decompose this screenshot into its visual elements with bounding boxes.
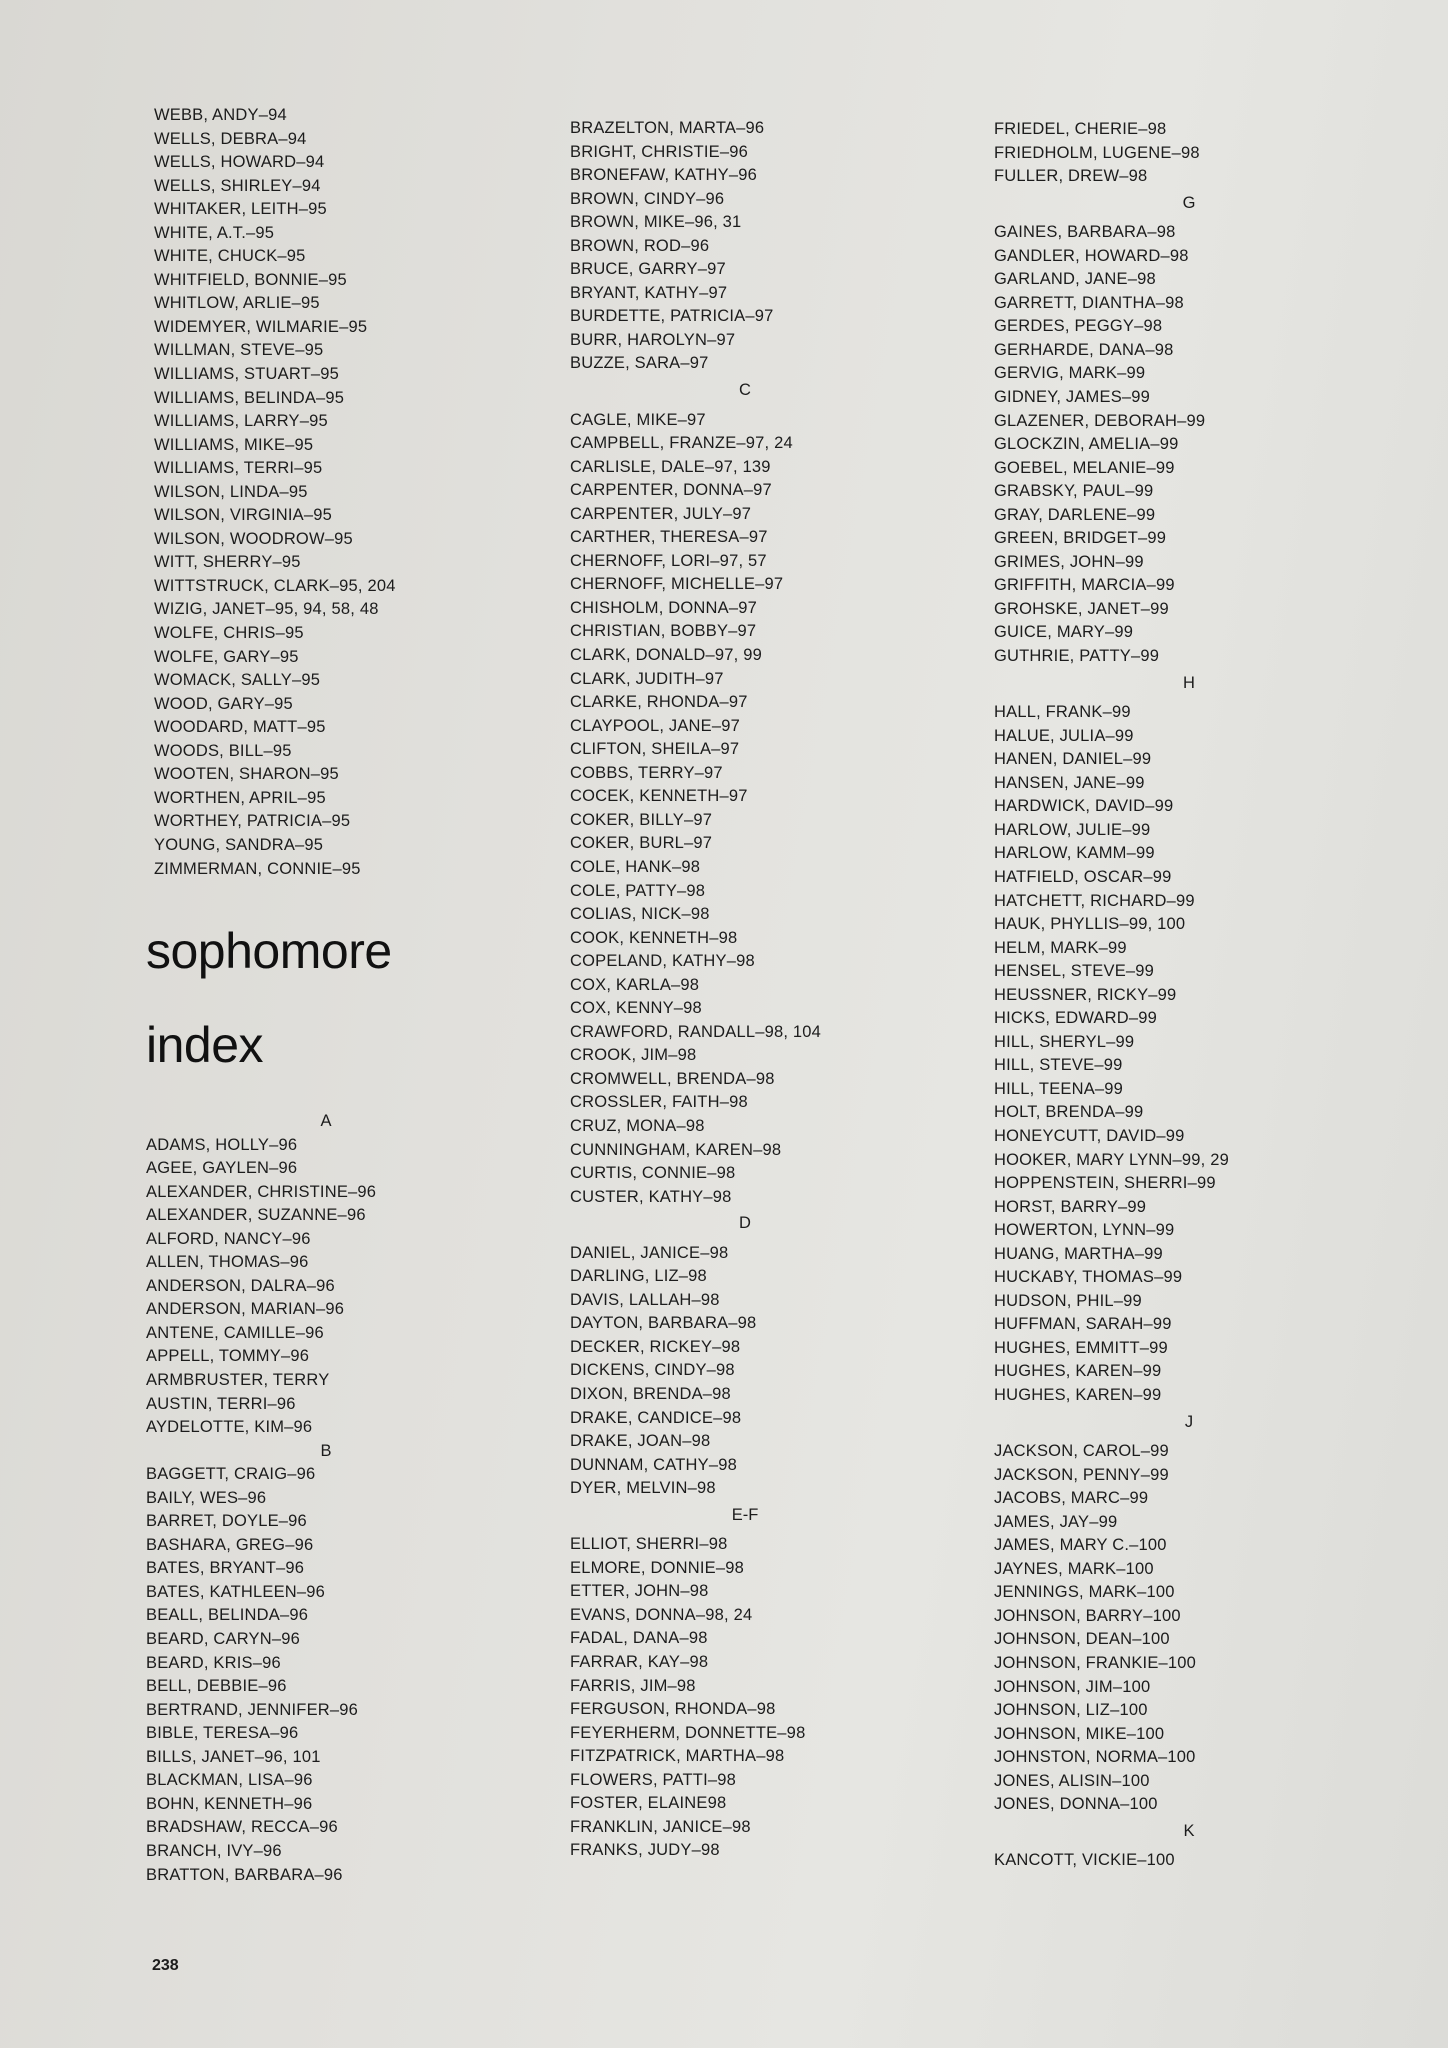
page-number: 238 bbox=[152, 1957, 179, 1974]
index-entry: JAYNES, MARK–100 bbox=[994, 1559, 1154, 1578]
letter-divider: G bbox=[1182, 193, 1196, 212]
index-entry: AYDELOTTE, KIM–96 bbox=[146, 1418, 313, 1437]
index-entry: GRIFFITH, MARCIA–99 bbox=[994, 576, 1175, 595]
index-entry: GARRETT, DIANTHA–98 bbox=[994, 293, 1184, 312]
index-entry: BURDETTE, PATRICIA–97 bbox=[570, 307, 774, 326]
index-entry: WIZIG, JANET–95, 94, 58, 48 bbox=[154, 600, 379, 619]
index-entry: CHERNOFF, LORI–97, 57 bbox=[570, 551, 767, 570]
index-entry: HELM, MARK–99 bbox=[994, 938, 1127, 957]
index-entry: COKER, BILLY–97 bbox=[570, 810, 713, 829]
index-entry: WILSON, WOODROW–95 bbox=[154, 529, 353, 548]
index-entry: HONEYCUTT, DAVID–99 bbox=[994, 1126, 1185, 1145]
index-entry: HOOKER, MARY LYNN–99, 29 bbox=[994, 1150, 1229, 1169]
index-entry: DUNNAM, CATHY–98 bbox=[570, 1455, 738, 1474]
index-entry: HALL, FRANK–99 bbox=[994, 703, 1131, 722]
index-entry: ARMBRUSTER, TERRY bbox=[146, 1371, 330, 1390]
index-entry: APPELL, TOMMY–96 bbox=[146, 1347, 310, 1366]
index-entry: WOOD, GARY–95 bbox=[154, 694, 293, 713]
index-entry: HATCHETT, RICHARD–99 bbox=[994, 891, 1195, 910]
index-entry: FRIEDEL, CHERIE–98 bbox=[994, 120, 1167, 138]
index-entry: HUGHES, KAREN–99 bbox=[994, 1385, 1162, 1404]
index-entry: JOHNSON, MIKE–100 bbox=[994, 1724, 1165, 1743]
index-entry: WELLS, HOWARD–94 bbox=[154, 153, 325, 172]
index-entry: ALEXANDER, SUZANNE–96 bbox=[146, 1206, 366, 1225]
index-entry: HILL, SHERYL–99 bbox=[994, 1032, 1135, 1051]
index-entry: WOLFE, CHRIS–95 bbox=[154, 624, 304, 643]
index-entry: COKER, BURL–97 bbox=[570, 834, 713, 853]
index-entry: HARLOW, JULIE–99 bbox=[994, 820, 1151, 839]
index-entry: BILLS, JANET–96, 101 bbox=[146, 1747, 321, 1766]
index-entry: DECKER, RICKEY–98 bbox=[570, 1337, 741, 1356]
index-entry: HUGHES, EMMITT–99 bbox=[994, 1338, 1168, 1357]
index-entry: ALEXANDER, CHRISTINE–96 bbox=[146, 1182, 377, 1201]
letter-divider: E-F bbox=[731, 1505, 759, 1524]
index-entry: WORTHEN, APRIL–95 bbox=[154, 788, 326, 807]
index-entry: CHISHOLM, DONNA–97 bbox=[570, 598, 757, 617]
index-entry: HENSEL, STEVE–99 bbox=[994, 962, 1155, 981]
index-entry: DAYTON, BARBARA–98 bbox=[570, 1314, 757, 1333]
index-entry: DRAKE, CANDICE–98 bbox=[570, 1408, 742, 1427]
index-entry: GLAZENER, DEBORAH–99 bbox=[994, 411, 1206, 430]
index-entry: WHITE, CHUCK–95 bbox=[154, 247, 306, 266]
index-entry: BLACKMAN, LISA–96 bbox=[146, 1771, 313, 1790]
index-entry: GARLAND, JANE–98 bbox=[994, 270, 1156, 289]
index-entry: WILLIAMS, TERRI–95 bbox=[154, 459, 323, 478]
index-entry: BEARD, CARYN–96 bbox=[146, 1630, 301, 1649]
index-entry: JOHNSON, JIM–100 bbox=[994, 1677, 1151, 1696]
section-heading-line2: index bbox=[146, 1017, 264, 1073]
index-column-3 bbox=[994, 118, 1374, 1873]
index-entry: HUCKABY, THOMAS–99 bbox=[994, 1268, 1183, 1287]
index-entry: ALLEN, THOMAS–96 bbox=[146, 1253, 309, 1272]
index-entry: HUFFMAN, SARAH–99 bbox=[994, 1315, 1172, 1334]
index-entry: JOHNSON, FRANKIE–100 bbox=[994, 1654, 1197, 1672]
index-entry: GANDLER, HOWARD–98 bbox=[994, 246, 1189, 265]
index-entry: BASHARA, GREG–96 bbox=[146, 1535, 314, 1554]
index-entry: HICKS, EDWARD–99 bbox=[994, 1009, 1158, 1028]
index-entry: GOEBEL, MELANIE–99 bbox=[994, 458, 1175, 477]
index-entry: WHITLOW, ARLIE–95 bbox=[154, 294, 320, 313]
index-entry: CURTIS, CONNIE–98 bbox=[570, 1164, 736, 1183]
index-entry: GERHARDE, DANA–98 bbox=[994, 340, 1174, 359]
index-entry: WITTSTRUCK, CLARK–95, 204 bbox=[154, 576, 396, 595]
index-entry: HANSEN, JANE–99 bbox=[994, 773, 1145, 792]
index-entry: WHITAKER, LEITH–95 bbox=[154, 200, 327, 219]
index-entry: WOOTEN, SHARON–95 bbox=[154, 765, 339, 784]
index-entry: BELL, DEBBIE–96 bbox=[146, 1677, 287, 1696]
index-entry: JAMES, MARY C.–100 bbox=[994, 1536, 1167, 1555]
index-entry: GRAY, DARLENE–99 bbox=[994, 505, 1156, 524]
index-entry: JOHNSON, LIZ–100 bbox=[994, 1701, 1148, 1720]
index-entry: FRIEDHOLM, LUGENE–98 bbox=[994, 143, 1200, 162]
index-entry: JONES, ALISIN–100 bbox=[994, 1771, 1150, 1790]
index-entry: DICKENS, CINDY–98 bbox=[570, 1361, 735, 1380]
index-entry: CHRISTIAN, BOBBY–97 bbox=[570, 622, 757, 641]
index-entry: BROWN, MIKE–96, 31 bbox=[570, 213, 742, 232]
index-entry: GRABSKY, PAUL–99 bbox=[994, 482, 1154, 501]
index-entry: BOHN, KENNETH–96 bbox=[146, 1794, 313, 1813]
index-entry: HALUE, JULIA–99 bbox=[994, 726, 1134, 745]
index-entry: COBBS, TERRY–97 bbox=[570, 763, 723, 782]
index-entry: WILSON, VIRGINIA–95 bbox=[154, 506, 333, 525]
index-entry: GROHSKE, JANET–99 bbox=[994, 599, 1169, 618]
index-entry: ETTER, JOHN–98 bbox=[570, 1582, 709, 1601]
index-entry: BIBLE, TERESA–96 bbox=[146, 1724, 299, 1743]
letter-divider: H bbox=[1183, 673, 1195, 692]
index-entry: GUICE, MARY–99 bbox=[994, 623, 1134, 642]
index-entry: CHERNOFF, MICHELLE–97 bbox=[570, 575, 784, 594]
index-entry: BRAZELTON, MARTA–96 bbox=[570, 119, 765, 137]
index-entry: CRAWFORD, RANDALL–98, 104 bbox=[570, 1022, 822, 1041]
index-entry: GAINES, BARBARA–98 bbox=[994, 223, 1176, 242]
index-entry: HANEN, DANIEL–99 bbox=[994, 750, 1152, 769]
index-entry: CAGLE, MIKE–97 bbox=[570, 410, 706, 429]
index-entry: FARRAR, KAY–98 bbox=[570, 1653, 709, 1671]
index-entry: BAILY, WES–96 bbox=[146, 1488, 267, 1507]
index-entry: BUZZE, SARA–97 bbox=[570, 354, 709, 373]
index-entry: CUNNINGHAM, KAREN–98 bbox=[570, 1140, 782, 1159]
index-entry: ELLIOT, SHERRI–98 bbox=[570, 1535, 728, 1554]
index-entry: WILSON, LINDA–95 bbox=[154, 482, 308, 501]
index-entry: WITT, SHERRY–95 bbox=[154, 553, 301, 572]
index-entry: BRYANT, KATHY–97 bbox=[570, 283, 728, 302]
index-entry: WILLIAMS, MIKE–95 bbox=[154, 435, 314, 454]
index-entry: JACOBS, MARC–99 bbox=[994, 1489, 1149, 1508]
index-entry: CAMPBELL, FRANZE–97, 24 bbox=[570, 434, 793, 453]
index-entry: COCEK, KENNETH–97 bbox=[570, 787, 748, 806]
index-entry: WOODARD, MATT–95 bbox=[154, 718, 326, 737]
index-entry: FARRIS, JIM–98 bbox=[570, 1676, 696, 1695]
index-entry: GERDES, PEGGY–98 bbox=[994, 317, 1163, 336]
index-entry: CUSTER, KATHY–98 bbox=[570, 1187, 732, 1206]
index-entry: FERGUSON, RHONDA–98 bbox=[570, 1700, 776, 1719]
index-entry: CLAYPOOL, JANE–97 bbox=[570, 716, 741, 735]
index-entry: HOPPENSTEIN, SHERRI–99 bbox=[994, 1174, 1216, 1193]
index-entry: GIDNEY, JAMES–99 bbox=[994, 388, 1151, 407]
index-entry: WEBB, ANDY–94 bbox=[154, 106, 287, 124]
index-entry: JAMES, JAY–99 bbox=[994, 1512, 1118, 1531]
index-entry: HILL, TEENA–99 bbox=[994, 1079, 1124, 1098]
index-entry: COPELAND, KATHY–98 bbox=[570, 952, 755, 971]
index-entry: CLARK, JUDITH–97 bbox=[570, 669, 724, 688]
index-entry: FLOWERS, PATTI–98 bbox=[570, 1770, 736, 1789]
index-entry: WIDEMYER, WILMARIE–95 bbox=[154, 317, 368, 336]
index-entry: HOWERTON, LYNN–99 bbox=[994, 1221, 1175, 1240]
index-entry: COOK, KENNETH–98 bbox=[570, 928, 738, 947]
section-heading-line1: sophomore bbox=[146, 923, 392, 979]
index-entry: GUTHRIE, PATTY–99 bbox=[994, 647, 1160, 666]
letter-divider: A bbox=[320, 1112, 332, 1130]
index-entry: BERTRAND, JENNIFER–96 bbox=[146, 1700, 359, 1719]
index-entry: COLIAS, NICK–98 bbox=[570, 905, 710, 924]
index-entry: WILLMAN, STEVE–95 bbox=[154, 341, 324, 360]
index-entry: BROWN, ROD–96 bbox=[570, 236, 710, 255]
index-entry: ANTENE, CAMILLE–96 bbox=[146, 1323, 324, 1342]
index-entry: WHITFIELD, BONNIE–95 bbox=[154, 270, 347, 289]
index-column-2 bbox=[570, 117, 950, 1863]
index-column-1-top bbox=[154, 104, 554, 881]
index-entry: GRIMES, JOHN–99 bbox=[994, 552, 1144, 571]
index-entry: DAVIS, LALLAH–98 bbox=[570, 1290, 720, 1309]
index-entry: AGEE, GAYLEN–96 bbox=[146, 1159, 298, 1178]
index-entry: DANIEL, JANICE–98 bbox=[570, 1243, 729, 1262]
index-entry: ADAMS, HOLLY–96 bbox=[146, 1135, 298, 1154]
index-entry: CLARKE, RHONDA–97 bbox=[570, 693, 748, 712]
index-entry: HUGHES, KAREN–99 bbox=[994, 1362, 1162, 1381]
index-entry: BRONEFAW, KATHY–96 bbox=[570, 166, 757, 185]
index-entry: BURR, HAROLYN–97 bbox=[570, 330, 736, 349]
index-entry: FADAL, DANA–98 bbox=[570, 1629, 708, 1648]
index-entry: CROSSLER, FAITH–98 bbox=[570, 1093, 748, 1112]
index-entry: WOMACK, SALLY–95 bbox=[154, 671, 321, 690]
index-entry: WILLIAMS, STUART–95 bbox=[154, 365, 340, 384]
index-entry: BRANCH, IVY–96 bbox=[146, 1841, 282, 1860]
index-entry: BAGGETT, CRAIG–96 bbox=[146, 1465, 316, 1484]
index-entry: CARLISLE, DALE–97, 139 bbox=[570, 457, 771, 476]
index-entry: CLARK, DONALD–97, 99 bbox=[570, 646, 763, 665]
index-entry: HILL, STEVE–99 bbox=[994, 1056, 1123, 1075]
index-entry: JOHNSON, DEAN–100 bbox=[994, 1630, 1170, 1649]
index-entry: JOHNSTON, NORMA–100 bbox=[994, 1748, 1196, 1767]
index-entry: BRUCE, GARRY–97 bbox=[570, 260, 726, 279]
index-entry: CARTHER, THERESA–97 bbox=[570, 528, 768, 547]
letter-divider: D bbox=[739, 1214, 751, 1233]
index-entry: FRANKS, JUDY–98 bbox=[570, 1841, 720, 1860]
index-entry: HUANG, MARTHA–99 bbox=[994, 1244, 1163, 1263]
index-entry: KANCOTT, VICKIE–100 bbox=[994, 1851, 1175, 1870]
index-entry: BATES, KATHLEEN–96 bbox=[146, 1582, 326, 1601]
index-entry: CARPENTER, DONNA–97 bbox=[570, 481, 772, 500]
index-entry: GERVIG, MARK–99 bbox=[994, 364, 1146, 383]
index-entry: GREEN, BRIDGET–99 bbox=[994, 529, 1167, 548]
index-entry: BRIGHT, CHRISTIE–96 bbox=[570, 142, 749, 161]
index-entry: FEYERHERM, DONNETTE–98 bbox=[570, 1723, 806, 1742]
index-entry: JACKSON, CAROL–99 bbox=[994, 1442, 1169, 1461]
index-entry: HEUSSNER, RICKY–99 bbox=[994, 985, 1177, 1004]
index-entry: COLE, PATTY–98 bbox=[570, 881, 706, 900]
index-entry: BEARD, KRIS–96 bbox=[146, 1653, 281, 1672]
index-entry: FULLER, DREW–98 bbox=[994, 167, 1148, 186]
index-entry: CLIFTON, SHEILA–97 bbox=[570, 740, 740, 759]
index-entry: ANDERSON, DALRA–96 bbox=[146, 1276, 335, 1295]
index-entry: WILLIAMS, LARRY–95 bbox=[154, 412, 328, 431]
index-entry: WELLS, DEBRA–94 bbox=[154, 129, 307, 148]
index-entry: COLE, HANK–98 bbox=[570, 857, 701, 876]
index-entry: JACKSON, PENNY–99 bbox=[994, 1465, 1169, 1484]
letter-divider: J bbox=[1184, 1412, 1194, 1431]
index-entry: HATFIELD, OSCAR–99 bbox=[994, 867, 1172, 886]
index-entry: EVANS, DONNA–98, 24 bbox=[570, 1605, 753, 1624]
index-entry: JOHNSON, BARRY–100 bbox=[994, 1606, 1181, 1625]
letter-divider: C bbox=[739, 381, 751, 400]
index-entry: HAUK, PHYLLIS–99, 100 bbox=[994, 915, 1186, 934]
letter-divider: K bbox=[1183, 1821, 1195, 1840]
index-entry: HARDWICK, DAVID–99 bbox=[994, 797, 1174, 816]
index-entry: JENNINGS, MARK–100 bbox=[994, 1583, 1175, 1602]
index-entry: WELLS, SHIRLEY–94 bbox=[154, 176, 321, 195]
index-entry: DYER, MELVIN–98 bbox=[570, 1479, 716, 1498]
index-entry: ALFORD, NANCY–96 bbox=[146, 1229, 311, 1248]
index-entry: CROOK, JIM–98 bbox=[570, 1046, 697, 1065]
index-entry: WILLIAMS, BELINDA–95 bbox=[154, 388, 345, 407]
index-entry: HOLT, BRENDA–99 bbox=[994, 1103, 1144, 1122]
index-entry: DRAKE, JOAN–98 bbox=[570, 1432, 711, 1451]
index-entry: BROWN, CINDY–96 bbox=[570, 189, 725, 208]
index-entry: GLOCKZIN, AMELIA–99 bbox=[994, 435, 1179, 454]
index-entry: HORST, BARRY–99 bbox=[994, 1197, 1147, 1216]
index-column-1-bottom bbox=[146, 1110, 526, 1887]
index-entry: WORTHEY, PATRICIA–95 bbox=[154, 812, 351, 831]
index-entry: CRUZ, MONA–98 bbox=[570, 1116, 705, 1135]
index-entry: BARRET, DOYLE–96 bbox=[146, 1512, 307, 1531]
index-entry: BRADSHAW, RECCA–96 bbox=[146, 1818, 338, 1837]
index-entry: WOODS, BILL–95 bbox=[154, 741, 292, 760]
index-entry: ANDERSON, MARIAN–96 bbox=[146, 1300, 345, 1319]
index-entry: BRATTON, BARBARA–96 bbox=[146, 1865, 343, 1884]
index-entry: WOLFE, GARY–95 bbox=[154, 647, 299, 666]
index-entry: FRANKLIN, JANICE–98 bbox=[570, 1817, 751, 1836]
index-entry: CROMWELL, BRENDA–98 bbox=[570, 1069, 775, 1088]
letter-divider: B bbox=[320, 1441, 332, 1460]
index-entry: BEALL, BELINDA–96 bbox=[146, 1606, 309, 1625]
index-entry: HUDSON, PHIL–99 bbox=[994, 1291, 1142, 1310]
index-entry: COX, KENNY–98 bbox=[570, 999, 702, 1018]
index-entry: FOSTER, ELAINE98 bbox=[570, 1794, 727, 1813]
index-entry: DIXON, BRENDA–98 bbox=[570, 1384, 731, 1403]
index-entry: CARPENTER, JULY–97 bbox=[570, 504, 752, 523]
index-entry: FITZPATRICK, MARTHA–98 bbox=[570, 1747, 785, 1766]
index-entry: ELMORE, DONNIE–98 bbox=[570, 1558, 744, 1577]
index-entry: HARLOW, KAMM–99 bbox=[994, 844, 1155, 863]
index-entry: YOUNG, SANDRA–95 bbox=[154, 835, 324, 854]
index-entry: DARLING, LIZ–98 bbox=[570, 1267, 707, 1286]
index-entry: COX, KARLA–98 bbox=[570, 975, 700, 994]
index-entry: ZIMMERMAN, CONNIE–95 bbox=[154, 859, 361, 878]
index-entry: WHITE, A.T.–95 bbox=[154, 223, 275, 242]
index-entry: JONES, DONNA–100 bbox=[994, 1795, 1158, 1814]
index-entry: BATES, BRYANT–96 bbox=[146, 1559, 305, 1578]
index-entry: AUSTIN, TERRI–96 bbox=[146, 1394, 296, 1413]
